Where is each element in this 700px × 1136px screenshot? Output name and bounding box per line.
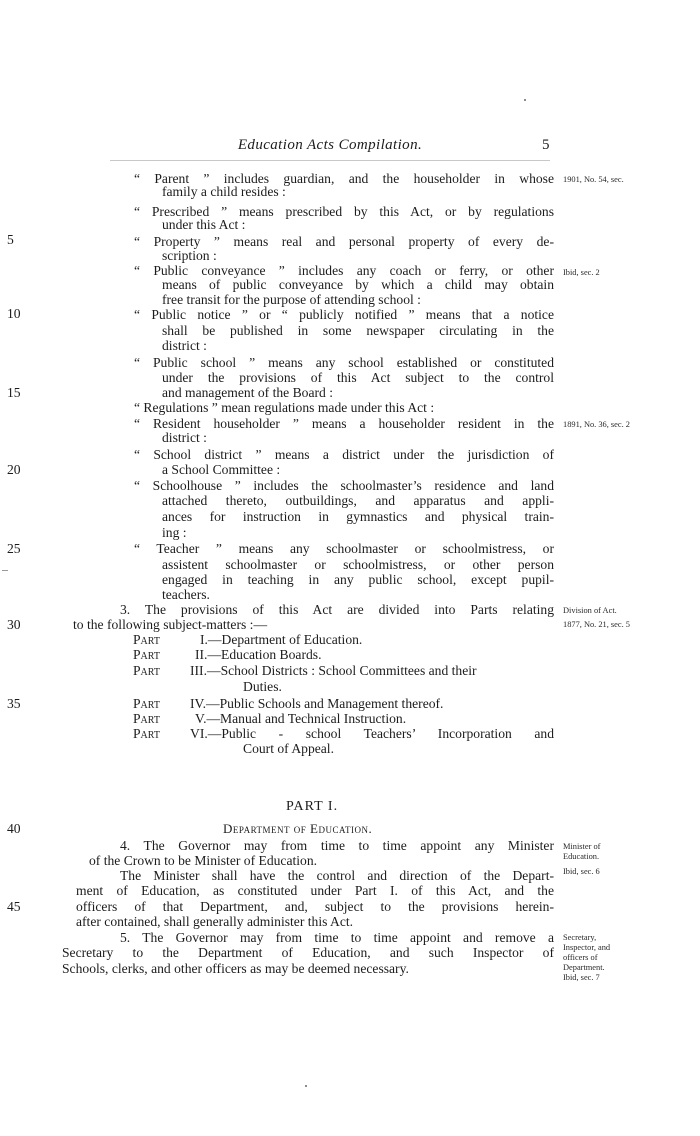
definition-line: “ Resident householder ” means a householder resident in the	[134, 416, 554, 431]
definition-line: “ Regulations ” mean regulations made under this Act :	[134, 400, 435, 415]
definition-line: ing :	[162, 525, 187, 540]
part-label: Part	[133, 726, 160, 741]
definition-line: assistent schoolmaster or schoolmistress, or other person	[162, 557, 554, 572]
definition-line: shall be published in some newspaper circulating in the	[162, 323, 554, 338]
section-4-line: of the Crown to be Minister of Education.	[89, 853, 318, 868]
part-label: Part	[133, 711, 160, 726]
section-5-line: Schools, clerks, and other officers as may be deemed necessary.	[62, 961, 409, 976]
section-4-line: The Minister shall have the control and direction of the Depart-	[120, 868, 554, 883]
side-note: 1891, No. 36, sec. 2	[563, 420, 630, 429]
line-number: 10	[7, 306, 21, 321]
definition-line: “ Property ” means real and personal property of every de-	[134, 234, 554, 249]
line-number: 30	[7, 617, 21, 632]
scan-speck	[524, 99, 526, 101]
definition-line: under the provisions of this Act subject to the control	[162, 370, 554, 385]
part-title: V.—Manual and Technical Instruction.	[195, 711, 407, 726]
part-title: II.—Education Boards.	[195, 647, 322, 662]
definition-line: “ Schoolhouse ” includes the schoolmaster’s residence and land	[134, 478, 554, 493]
definition-line: district :	[162, 338, 207, 353]
line-number: 25	[7, 541, 21, 556]
definition-line: free transit for the purpose of attending school :	[162, 292, 421, 307]
part-title: VI.—Public - school Teachers’ Incorporation and	[190, 726, 554, 741]
definition-line: a School Committee :	[162, 462, 281, 477]
side-note: Inspector, and	[563, 943, 611, 952]
definition-line: family a child resides :	[162, 184, 286, 199]
definition-line: “ Prescribed ” means prescribed by this Act, or by regulations	[134, 204, 554, 219]
side-note: 1877, No. 21, sec. 5	[563, 620, 630, 629]
part-heading: PART I.	[286, 799, 339, 814]
part-title: Duties.	[243, 679, 282, 694]
part-label: Part	[133, 696, 160, 711]
section-3-line: 3. The provisions of this Act are divided into Parts relating	[120, 602, 554, 617]
part-title: III.—School Districts : School Committees and their	[190, 663, 477, 678]
running-title: Education Acts Compilation.	[237, 137, 423, 153]
side-note: Education.	[563, 852, 600, 861]
definition-line: scription :	[162, 248, 217, 263]
section-5-line: 5. The Governor may from time to time appoint and remove a	[120, 930, 554, 945]
line-number: 5	[7, 232, 14, 247]
line-number: 40	[7, 821, 21, 836]
scan-speck	[305, 1085, 307, 1087]
definition-line: “ Parent ” includes guardian, and the householder in whose	[134, 171, 554, 186]
definition-line: means of public conveyance by which a child may obtain	[162, 277, 554, 292]
side-note: Ibid, sec. 6	[563, 867, 600, 876]
definition-line: “ Teacher ” means any schoolmaster or schoolmistress, or	[134, 541, 554, 556]
part-title: Court of Appeal.	[243, 741, 334, 756]
side-note: 1901, No. 54, sec.	[563, 175, 624, 184]
definition-line: attached thereto, outbuildings, and apparatus and appli-	[162, 493, 554, 508]
section-4-line: officers of that Department, and, subject to the provisions herein-	[76, 899, 554, 914]
part-title: I.—Department of Education.	[200, 632, 363, 647]
section-4-line: ment of Education, as constituted under Part I. of this Act, and the	[76, 883, 554, 898]
definition-line: “ Public notice ” or “ publicly notified ” means that a notice	[134, 307, 554, 322]
definition-line: district :	[162, 430, 207, 445]
definition-line: and management of the Board :	[162, 385, 333, 400]
side-note: officers of	[563, 953, 598, 962]
definition-line: engaged in teaching in any public school, except pupil-	[162, 572, 554, 587]
part-title: IV.—Public Schools and Management thereof.	[190, 696, 444, 711]
page-number: 5	[542, 137, 550, 153]
part-label: Part	[133, 647, 160, 662]
line-number: 35	[7, 696, 21, 711]
part-label: Part	[133, 663, 160, 678]
section-4-line: 4. The Governor may from time to time appoint any Minister	[120, 838, 554, 853]
definition-line: “ Public school ” means any school established or constituted	[134, 355, 554, 370]
part-subheading: Department of Education.	[223, 821, 373, 836]
side-note: Department.	[563, 963, 605, 972]
side-note: Ibid, sec. 2	[563, 268, 600, 277]
side-note: Minister of	[563, 842, 601, 851]
definition-line: ances for instruction in gymnastics and physical train-	[162, 509, 554, 524]
section-5-line: Secretary to the Department of Education, and such Inspector of	[62, 945, 554, 960]
line-number: 15	[7, 385, 21, 400]
side-note: Secretary,	[563, 933, 597, 942]
definition-line: teachers.	[162, 587, 210, 602]
side-note: Ibid, sec. 7	[563, 973, 600, 982]
header-rule	[110, 160, 550, 161]
scan-mark	[2, 570, 8, 571]
line-number: 20	[7, 462, 21, 477]
definition-line: “ School district ” means a district under the jurisdiction of	[134, 447, 554, 462]
line-number: 45	[7, 899, 21, 914]
side-note: Division of Act.	[563, 606, 617, 615]
definition-line: “ Public conveyance ” includes any coach or ferry, or other	[134, 263, 554, 278]
section-3-line: to the following subject-matters :—	[73, 617, 268, 632]
section-4-line: after contained, shall generally administer this Act.	[76, 914, 354, 929]
part-label: Part	[133, 632, 160, 647]
definition-line: under this Act :	[162, 217, 246, 232]
